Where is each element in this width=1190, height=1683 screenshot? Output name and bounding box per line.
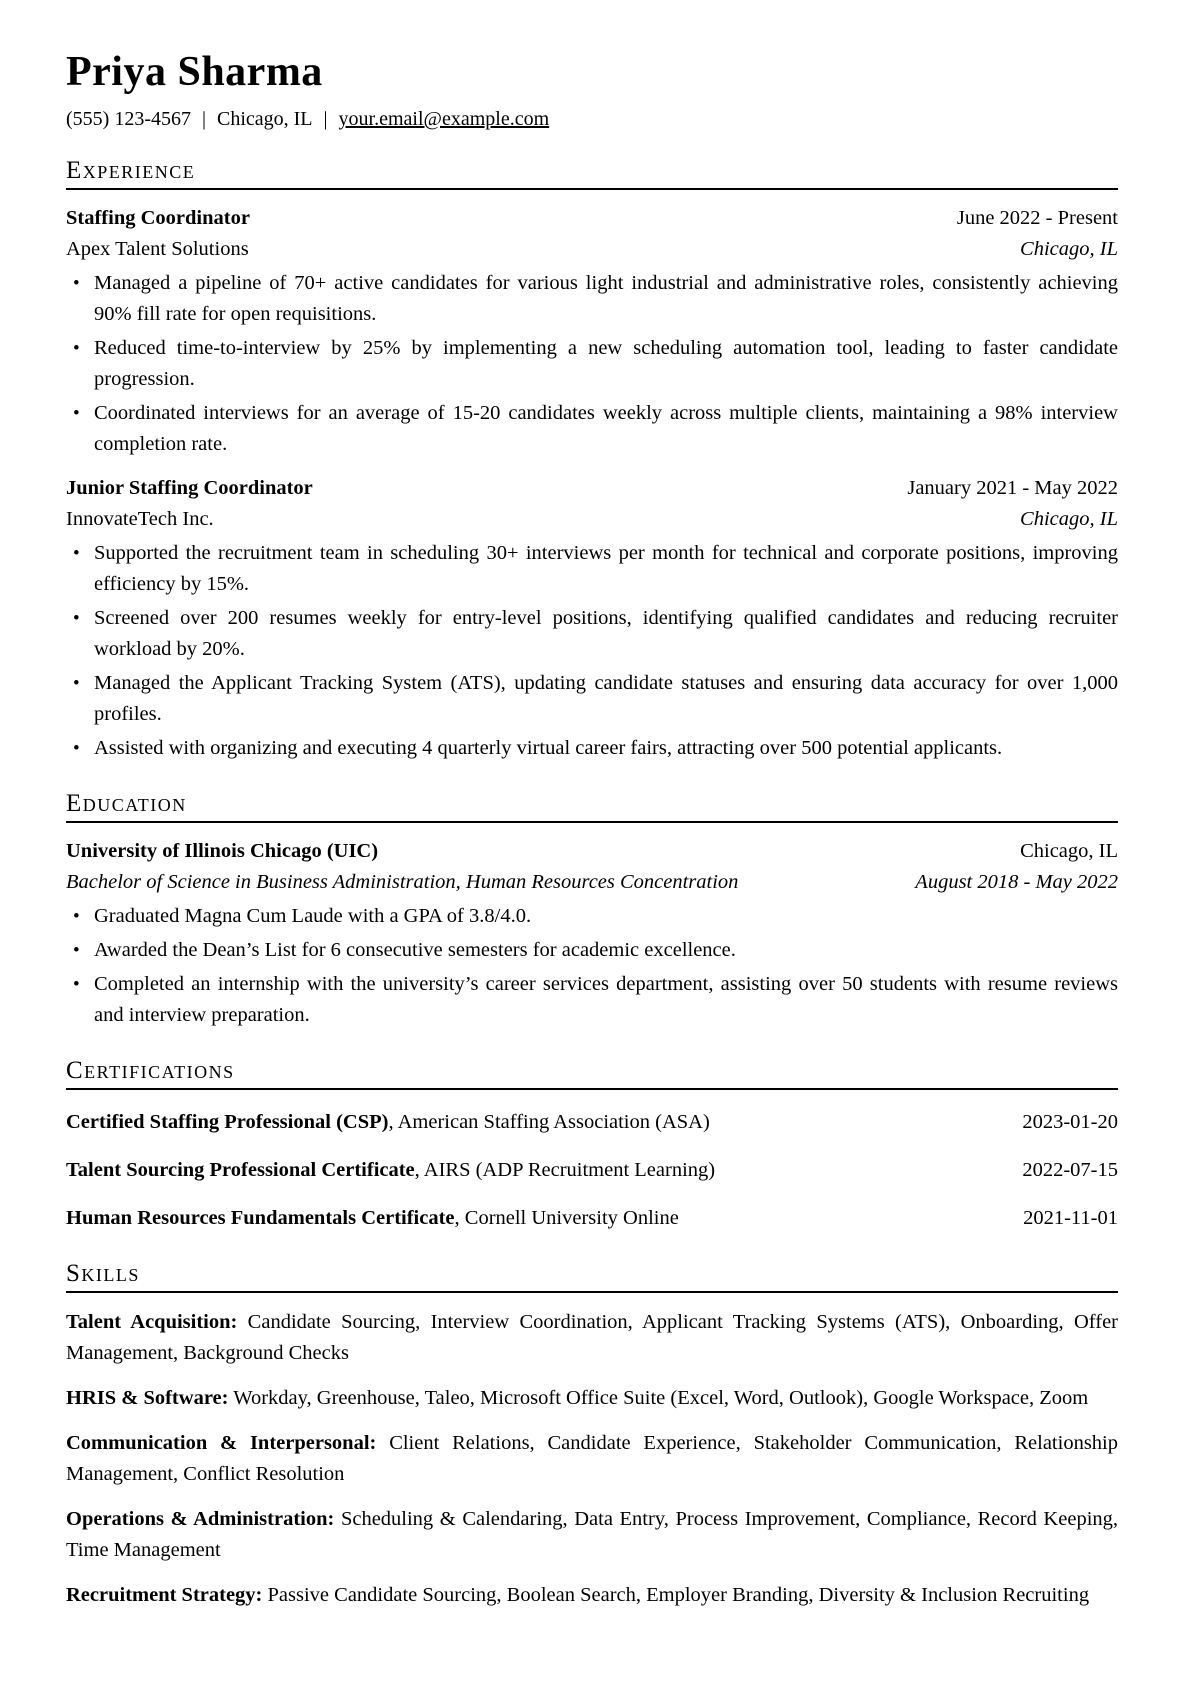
education-bullet-list	[66, 901, 1118, 1031]
education-header-row	[66, 836, 1118, 867]
certification-date: 2022-07-15	[1022, 1159, 1118, 1181]
certification-row	[66, 1107, 1118, 1138]
certification-separator: ,	[454, 1207, 460, 1229]
skill-category-label: Recruitment Strategy:	[66, 1584, 263, 1606]
certification-date: 2021-11-01	[1023, 1207, 1118, 1229]
job-header-row	[66, 203, 1118, 234]
contact-location: Chicago, IL	[217, 108, 313, 130]
job-company: Apex Talent Solutions	[66, 238, 249, 260]
skill-category-label: HRIS & Software:	[66, 1387, 229, 1409]
candidate-name: Priya Sharma	[66, 49, 323, 95]
section-title-skills: Skills	[66, 1260, 1118, 1293]
job-subheader-row	[66, 234, 1118, 265]
job-entry	[66, 203, 1118, 460]
section-skills	[66, 1260, 1118, 1611]
education-bullet: • Completed an internship with the university’s career services department, assisting over 50 students with resume reviews and interview preparation.	[94, 969, 1118, 1031]
school-location: Chicago, IL	[1020, 840, 1118, 862]
job-subheader-row	[66, 504, 1118, 535]
education-bullet: • Awarded the Dean’s List for 6 consecutive semesters for academic excellence.	[94, 935, 1118, 966]
education-entry	[66, 836, 1118, 1031]
section-title-experience: Experience	[66, 157, 1118, 190]
job-company: InnovateTech Inc.	[66, 508, 214, 530]
skill-category-items: Scheduling & Calendaring, Data Entry, Process Improvement, Compliance, Record Keeping, Time Management	[66, 1508, 1119, 1561]
resume-header	[66, 48, 1118, 131]
job-bullet-list	[66, 268, 1118, 460]
job-dates: January 2021 - May 2022	[907, 477, 1118, 499]
job-bullet: • Assisted with organizing and executing 4 quarterly virtual career fairs, attracting over 500 potential applicants.	[94, 733, 1118, 764]
certification-row	[66, 1155, 1118, 1186]
school-name: University of Illinois Chicago (UIC)	[66, 840, 379, 862]
section-experience	[66, 157, 1118, 764]
contact-line	[66, 108, 1118, 131]
education-subheader-row	[66, 867, 1118, 898]
email-link[interactable]: your.email@example.com	[338, 108, 550, 130]
contact-separator: |	[323, 108, 328, 130]
skill-category	[66, 1580, 1118, 1611]
certification-name: Human Resources Fundamentals Certificate	[66, 1207, 455, 1229]
phone-number: (555) 123-4567	[66, 108, 191, 130]
job-bullet: • Supported the recruitment team in scheduling 30+ interviews per month for technical and corporate positions, improving efficiency by 15%.	[94, 538, 1118, 600]
job-bullet: • Screened over 200 resumes weekly for entry-level positions, identifying qualified candidates and reducing recruiter workload by 20%.	[94, 603, 1118, 665]
job-title: Staffing Coordinator	[66, 207, 250, 229]
education-dates: August 2018 - May 2022	[915, 871, 1118, 893]
skill-category	[66, 1307, 1118, 1369]
certification-row	[66, 1203, 1118, 1234]
certification-entry	[66, 1107, 730, 1138]
certification-separator: ,	[414, 1159, 420, 1181]
section-education	[66, 790, 1118, 1031]
skill-category-items: Client Relations, Candidate Experience, Stakeholder Communication, Relationship Management, Conflict Resolution	[66, 1432, 1118, 1485]
section-certifications	[66, 1057, 1118, 1234]
skill-category-label: Communication & Interpersonal:	[66, 1432, 377, 1454]
contact-separator: |	[201, 108, 206, 130]
skill-category-items: Passive Candidate Sourcing, Boolean Search, Employer Branding, Diversity & Inclusion Recruiting	[267, 1584, 1090, 1606]
certification-entry	[66, 1203, 699, 1234]
job-location: Chicago, IL	[1020, 508, 1118, 530]
section-title-education: Education	[66, 790, 1118, 823]
certification-issuer: Cornell University Online	[464, 1207, 679, 1229]
job-title: Junior Staffing Coordinator	[66, 477, 313, 499]
job-dates: June 2022 - Present	[956, 207, 1118, 229]
job-location: Chicago, IL	[1020, 238, 1118, 260]
job-bullet: • Managed the Applicant Tracking System (ATS), updating candidate statuses and ensuring data accuracy for over 1,000 profiles.	[94, 668, 1118, 730]
education-bullet: • Graduated Magna Cum Laude with a GPA of 3.8/4.0.	[94, 901, 1118, 932]
job-header-row	[66, 473, 1118, 504]
skill-category-items: Candidate Sourcing, Interview Coordination, Applicant Tracking Systems (ATS), Onboarding, Offer Management, Background Checks	[66, 1311, 1118, 1364]
certification-entry	[66, 1155, 735, 1186]
job-bullet: • Coordinated interviews for an average of 15-20 candidates weekly across multiple clients, maintaining a 98% interview completion rate.	[94, 398, 1118, 460]
skill-category	[66, 1383, 1118, 1414]
job-bullet-list	[66, 538, 1118, 764]
degree-name: Bachelor of Science in Business Administration, Human Resources Concentration	[66, 871, 739, 893]
certification-name: Talent Sourcing Professional Certificate	[66, 1159, 415, 1181]
skill-category-label: Operations & Administration:	[66, 1508, 335, 1530]
certification-separator: ,	[388, 1111, 394, 1133]
skill-category	[66, 1428, 1118, 1490]
skill-category	[66, 1504, 1118, 1566]
job-bullet: • Reduced time-to-interview by 25% by implementing a new scheduling automation tool, leading to faster candidate progression.	[94, 333, 1118, 395]
certification-issuer: AIRS (ADP Recruitment Learning)	[423, 1159, 716, 1181]
certification-date: 2023-01-20	[1022, 1111, 1118, 1133]
certification-issuer: American Staffing Association (ASA)	[397, 1111, 710, 1133]
job-entry	[66, 473, 1118, 764]
skill-category-label: Talent Acquisition:	[66, 1311, 238, 1333]
section-title-certifications: Certifications	[66, 1057, 1118, 1090]
skill-category-items: Workday, Greenhouse, Taleo, Microsoft Office Suite (Excel, Word, Outlook), Google Workspace, Zoom	[233, 1387, 1089, 1409]
job-bullet: • Managed a pipeline of 70+ active candidates for various light industrial and administrative roles, consistently achieving 90% fill rate for open requisitions.	[94, 268, 1118, 330]
certification-name: Certified Staffing Professional (CSP)	[66, 1111, 389, 1133]
